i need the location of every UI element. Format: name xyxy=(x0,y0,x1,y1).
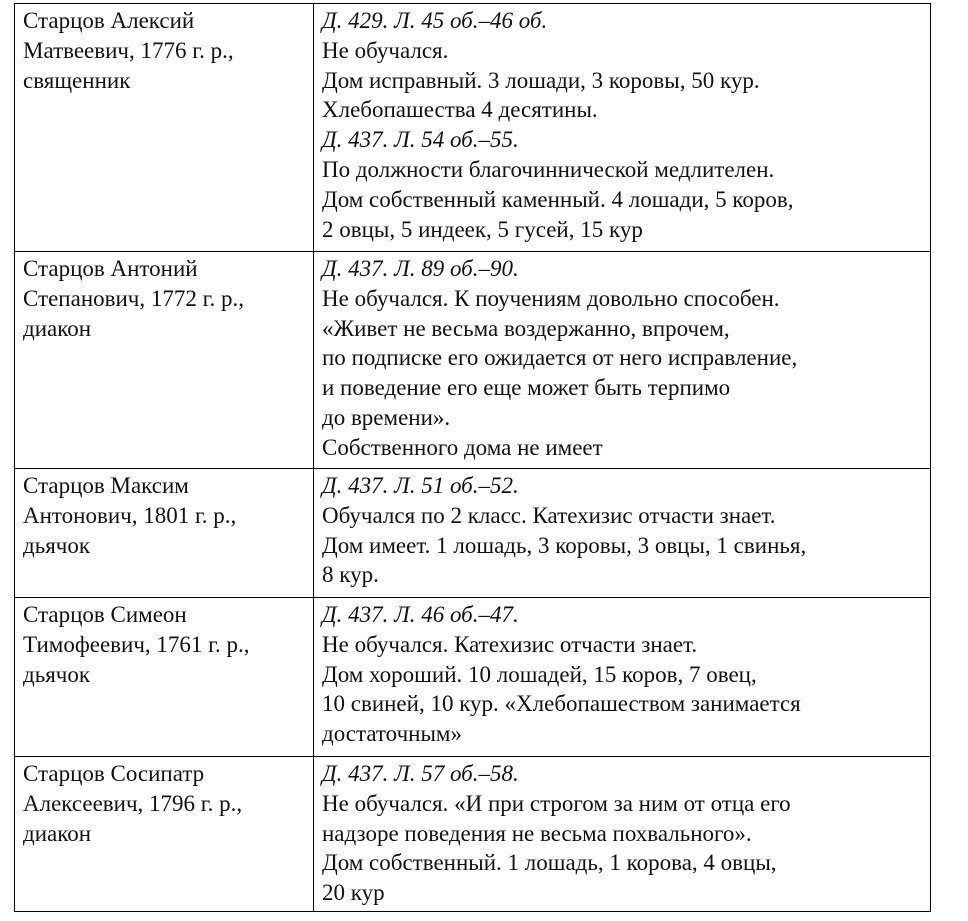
record-line: Хлебопашества 4 десятины. xyxy=(322,97,598,123)
person-line: священник xyxy=(23,67,131,93)
person-line: Старцов Симеон xyxy=(23,602,187,627)
person-line: Старцов Максим xyxy=(23,473,189,498)
person-cell xyxy=(15,4,314,252)
table-row xyxy=(15,4,931,252)
record-line: По должности благочиннической медлителен. xyxy=(322,156,775,182)
record-line: Не обучался. К поучениям довольно способен. xyxy=(322,285,780,311)
record-line: по подписке его ожидается от него исправление, xyxy=(322,345,798,371)
record-cell xyxy=(314,469,931,598)
archive-reference: Д. 437. Л. 51 об.–52. xyxy=(322,473,519,498)
table-row xyxy=(15,469,931,598)
person-cell xyxy=(15,252,314,469)
person-line: Алексеевич, 1796 г. р., xyxy=(23,790,243,816)
archive-reference: Д. 429. Л. 45 об.–46 об. xyxy=(322,8,548,33)
record-line: Собственного дома не имеет xyxy=(322,434,603,460)
record-line: достаточным» xyxy=(322,721,462,747)
person-line: Старцов Сосипатр xyxy=(23,761,205,786)
record-line: Дом исправный. 3 лошади, 3 коровы, 50 кур. xyxy=(322,67,760,93)
person-line: Степанович, 1772 г. р., xyxy=(23,285,244,311)
record-line: 2 овцы, 5 индеек, 5 гусей, 15 кур xyxy=(322,216,643,242)
record-line: 20 кур xyxy=(322,880,385,906)
person-line: Старцов Алексий xyxy=(23,8,195,33)
record-cell xyxy=(314,598,931,757)
record-line: надзоре поведения не весьма похвального». xyxy=(322,820,752,846)
archive-reference: Д. 437. Л. 57 об.–58. xyxy=(322,761,519,786)
record-line: 8 кур. xyxy=(322,562,379,588)
person-line: диакон xyxy=(23,820,92,846)
person-cell xyxy=(15,757,314,912)
record-line: Дом собственный каменный. 4 лошади, 5 коров, xyxy=(322,186,794,212)
person-line: дьячок xyxy=(23,661,91,687)
record-line: 10 свиней, 10 кур. «Хлебопашеством занимается xyxy=(322,691,801,717)
table-row xyxy=(15,757,931,912)
record-cell xyxy=(314,252,931,469)
table-row xyxy=(15,252,931,469)
person-line: Старцов Антоний xyxy=(23,256,198,281)
record-line: до времени». xyxy=(322,404,451,430)
record-line: Дом собственный. 1 лошадь, 1 корова, 4 овцы, xyxy=(322,850,777,876)
records-table-body xyxy=(15,4,931,912)
record-line: Обучался по 2 класс. Катехизис отчасти знает. xyxy=(322,502,776,528)
record-line: «Живет не весьма воздержанно, впрочем, xyxy=(322,315,730,341)
archive-reference: Д. 437. Л. 89 об.–90. xyxy=(322,256,519,281)
person-line: Матвеевич, 1776 г. р., xyxy=(23,37,234,63)
table-row xyxy=(15,598,931,757)
record-line: и поведение его еще может быть терпимо xyxy=(322,375,731,401)
record-line: Дом хороший. 10 лошадей, 15 коров, 7 овец, xyxy=(322,661,757,687)
record-cell xyxy=(314,4,931,252)
record-cell xyxy=(314,757,931,912)
person-line: Тимофеевич, 1761 г. р., xyxy=(23,631,250,657)
record-line: Не обучался. xyxy=(322,37,449,63)
record-line: Не обучался. «И при строгом за ним от отца его xyxy=(322,790,791,816)
person-cell xyxy=(15,469,314,598)
record-line: Не обучался. Катехизис отчасти знает. xyxy=(322,631,698,657)
archive-reference: Д. 437. Л. 54 об.–55. xyxy=(322,127,519,153)
person-line: Антонович, 1801 г. р., xyxy=(23,502,237,528)
person-cell xyxy=(15,598,314,757)
person-line: диакон xyxy=(23,315,92,341)
clergy-records-table xyxy=(14,3,931,912)
record-line: Дом имеет. 1 лошадь, 3 коровы, 3 овцы, 1 свинья, xyxy=(322,532,807,558)
person-line: дьячок xyxy=(23,532,91,558)
archive-reference: Д. 437. Л. 46 об.–47. xyxy=(322,602,519,627)
